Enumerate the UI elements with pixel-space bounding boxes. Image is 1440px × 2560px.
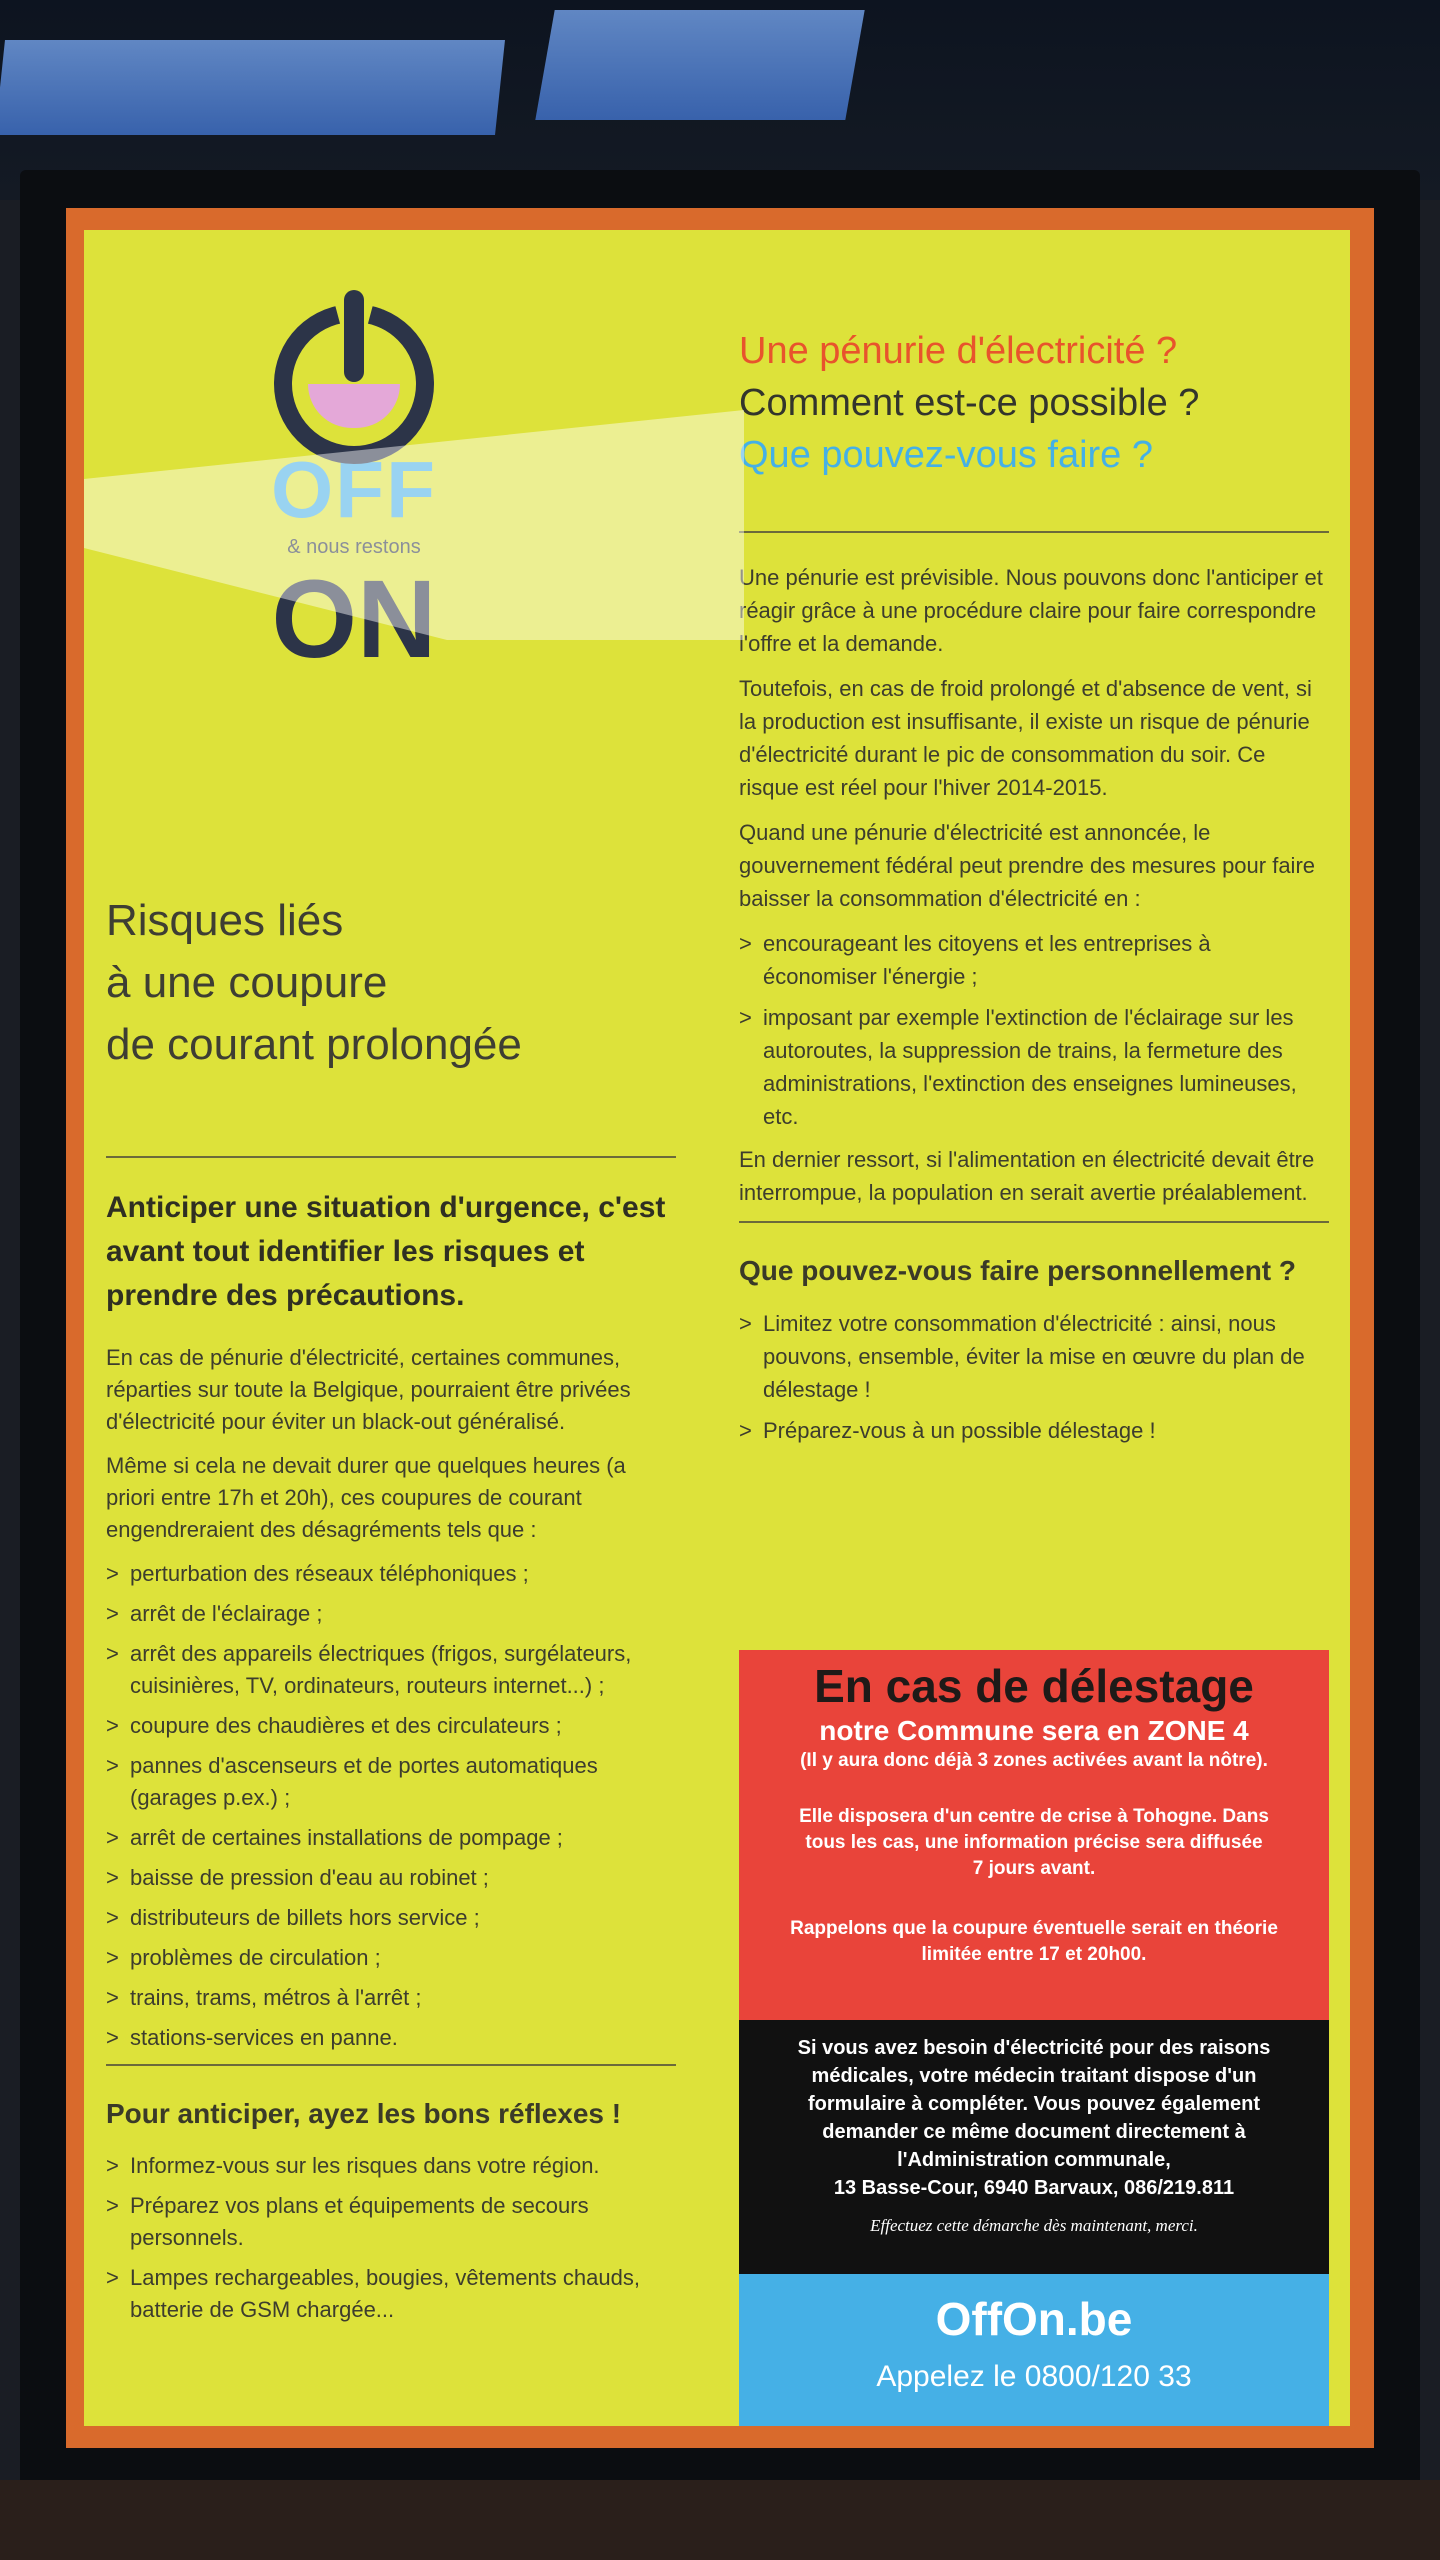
divider [739,1221,1329,1223]
risk-title-line: à une coupure [106,958,388,1007]
list-item: > perturbation des réseaux téléphoniques ; [106,1558,676,1590]
light-reflection [84,410,744,640]
list-item: > pannes d'ascenseurs et de portes automatiques (garages p.ex.) ; [106,1750,676,1814]
reflex-title: Pour anticiper, ayez les bons réflexes ! [106,2098,622,2129]
list-item: > distributeurs de billets hors service ; [106,1902,676,1934]
list-item: > Préparez-vous à un possible délestage ! [739,1414,1329,1447]
list-item: > baisse de pression d'eau au robinet ; [106,1862,676,1894]
list-item: > coupure des chaudières et des circulateurs ; [106,1710,676,1742]
paragraph: En cas de pénurie d'électricité, certaines communes, réparties sur toute la Belgique, pourraient être privées d'électricité pour éviter un black-out généralisé. [106,1345,631,1434]
address-text: 13 Basse-Cour, 6940 Barvaux, 086/219.811 [833,2177,1235,2199]
medical-text: Si vous avez besoin d'électricité pour des raisons médicales, votre médecin traitant dispose d'un formulaire à compléter. Vous pouvez également demander ce même document directement à l'Administration communale, [797,2037,1271,2171]
list-item: > imposant par exemple l'extinction de l'éclairage sur les autoroutes, la suppression de trains, la fermeture des administrations, l'extinction des enseignes lumineuses, etc. [739,1001,1329,1133]
poster [66,208,1374,2448]
ceiling-light [0,40,505,135]
risk-title-line: de courant prolongée [106,1020,522,1069]
logo-off: OFF [271,445,437,534]
list-item: > Limitez votre consommation d'électricité : ainsi, nous pouvons, ensemble, éviter la mise en œuvre du plan de délestage ! [739,1307,1329,1406]
left-column [106,890,676,2336]
contact-box [739,2274,1329,2426]
measures-list [739,927,1329,1133]
zone-text: notre Commune sera en ZONE 4 [819,1715,1249,1746]
load-shedding-heading: En cas de délestage [814,1660,1254,1712]
risk-title [106,890,676,1076]
list-item: > problèmes de circulation ; [106,1942,676,1974]
reflex-list [106,2150,676,2326]
personal-title: Que pouvez-vous faire personnellement ? [739,1255,1297,1286]
ceiling-light [535,10,864,120]
list-item: > arrêt des appareils électriques (frigos, surgélateurs, cuisinières, TV, ordinateurs, routeurs internet...) ; [106,1638,676,1702]
reminder-text: Rappelons que la coupure éventuelle serait en théorie limitée entre 17 et 20h00. [790,1918,1278,1965]
lead-text: Anticiper une situation d'urgence, c'est avant tout identifier les risques et prendre des précautions. [106,1191,666,1312]
paragraph: Une pénurie est prévisible. Nous pouvons donc l'anticiper et réagir grâce à une procédure claire pour faire correspondre l'offre et la demande. [739,565,1323,656]
list-item: > trains, trams, métros à l'arrêt ; [106,1982,676,2014]
list-item: > Préparez vos plans et équipements de secours personnels. [106,2190,676,2254]
paragraph: Même si cela ne devait durer que quelques heures (a priori entre 17h et 20h), ces coupures de courant engendreraient des désagréments tels que : [106,1453,626,1542]
risk-title-line: Risques liés [106,896,344,945]
logo-tagline: & nous restons [287,536,421,558]
list-item: > Informez-vous sur les risques dans votre région. [106,2150,676,2182]
divider [739,531,1329,533]
question-how: Comment est-ce possible ? [739,382,1200,424]
medical-info-box [739,2020,1329,2274]
list-item: > arrêt de l'éclairage ; [106,1598,676,1630]
right-column [739,325,1329,1457]
poster-panel [84,230,1350,2426]
logo-on: ON [271,558,437,681]
load-shedding-box [739,1650,1329,2020]
floor [0,2480,1440,2560]
list-item: > Lampes rechargeables, bougies, vêtements chauds, batterie de GSM chargée... [106,2262,676,2326]
phone-text: Appelez le 0800/120 33 [876,2360,1192,2393]
zone-note: (Il y aura donc déjà 3 zones activées avant la nôtre). [800,1750,1268,1771]
italic-note: Effectuez cette démarche dès maintenant, merci. [870,2216,1198,2235]
list-item: > arrêt de certaines installations de pompage ; [106,1822,676,1854]
paragraph: En dernier ressort, si l'alimentation en électricité devait être interrompue, la population en serait avertie préalablement. [739,1147,1315,1205]
power-icon [274,290,434,450]
question-shortage: Une pénurie d'électricité ? [739,330,1178,372]
website-text: OffOn.be [935,2293,1133,2345]
divider [106,2064,676,2066]
personal-list [739,1307,1329,1447]
list-item: > encourageant les citoyens et les entreprises à économiser l'énergie ; [739,927,1329,993]
paragraph: Quand une pénurie d'électricité est annoncée, le gouvernement fédéral peut prendre des mesures pour faire baisser la consommation d'électricité en : [739,820,1316,911]
list-item: > stations-services en panne. [106,2022,676,2054]
crisis-center-text: Elle disposera d'un centre de crise à Tohogne. Dans tous les cas, une information précise sera diffusée 7 jours avant. [799,1806,1269,1879]
divider [106,1156,676,1158]
question-what: Que pouvez-vous faire ? [739,434,1154,476]
risk-list [106,1558,676,2054]
paragraph: Toutefois, en cas de froid prolongé et d'absence de vent, si la production est insuffisante, il existe un risque de pénurie d'électricité durant le pic de consommation du soir. Ce risque est réel pour l'hiver 2014-2015. [739,676,1312,800]
